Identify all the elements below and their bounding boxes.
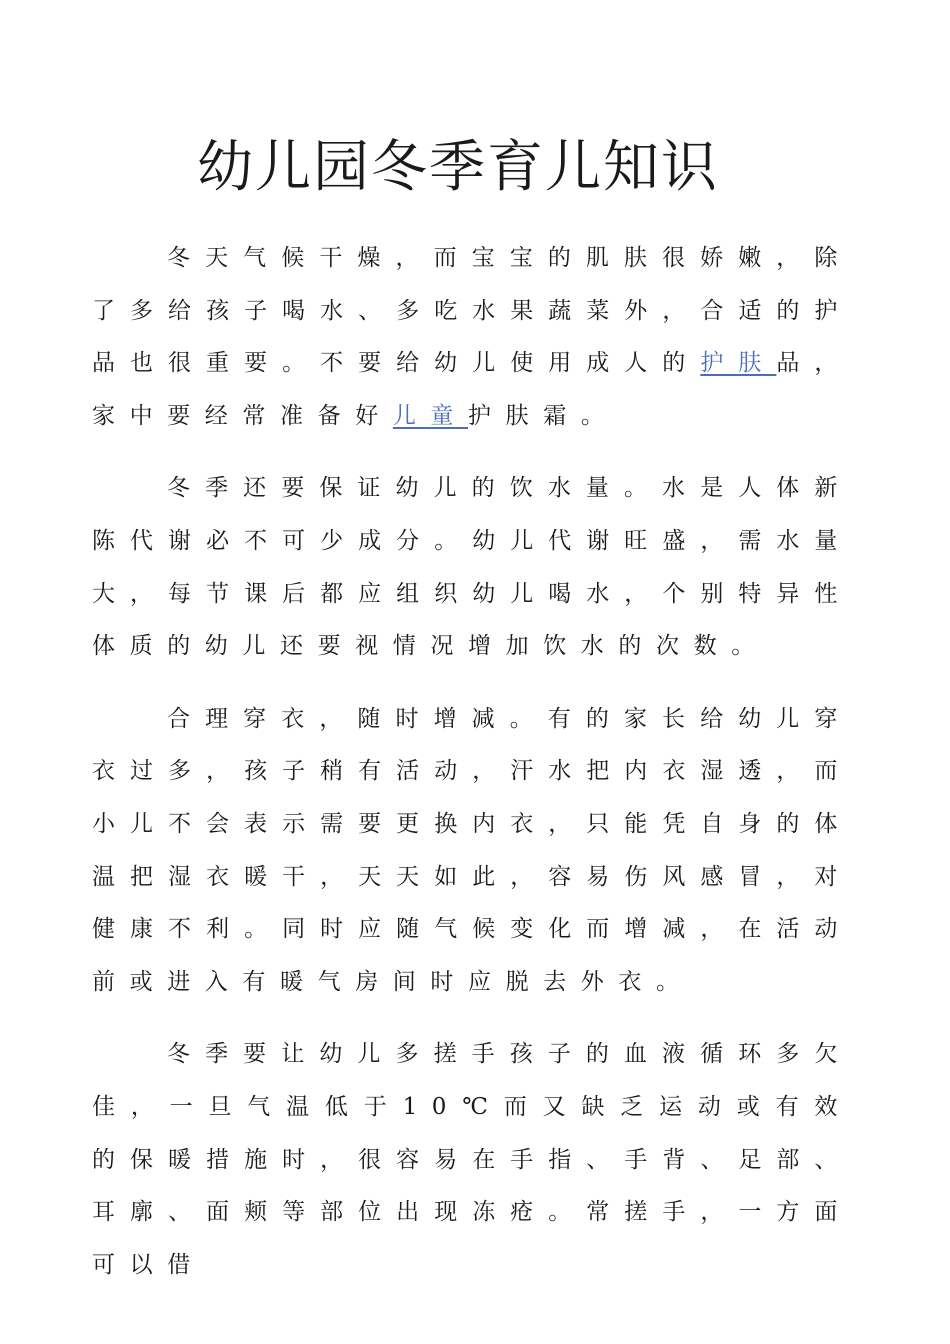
document-title: 幼儿园冬季育儿知识 bbox=[197, 135, 719, 200]
paragraph-text: 冬天气候干燥，而宝宝的肌肤很娇嫩，除了多给孩子喝水、多吃水果蔬菜外，合适的护品也很重要。不要给幼儿使用成人的 bbox=[92, 245, 852, 377]
paragraph-skin-care bbox=[92, 232, 852, 442]
document-body bbox=[92, 232, 852, 1311]
paragraph-text: 品，家中要经常准备好 bbox=[92, 350, 852, 429]
link-skin-care[interactable]: 护肤 bbox=[700, 350, 777, 377]
link-children[interactable]: 儿童 bbox=[392, 402, 469, 429]
paragraph-water-intake: 冬季还要保证幼儿的饮水量。水是人体新陈代谢必不可少成分。幼儿代谢旺盛，需水量大，每节课后都应组织幼儿喝水，个别特异性体质的幼儿还要视情况增加饮水的次数。 bbox=[92, 475, 852, 660]
paragraph-clothing: 合理穿衣，随时增减。有的家长给幼儿穿衣过多，孩子稍有活动，汗水把内衣湿透，而小儿不会表示需要更换内衣，只能凭自身的体温把湿衣暖干，天天如此，容易伤风感冒，对健康不利。同时应随气候变化而增减，在活动前或进入有暖气房间时应脱去外衣。 bbox=[92, 705, 852, 995]
paragraph-hand-rubbing: 冬季要让幼儿多搓手孩子的血液循环多欠佳，一旦气温低于10℃而又缺乏运动或有效的保暖措施时，很容易在手指、手背、足部、耳廓、面颊等部位出现冻疮。常搓手，一方面可以借 bbox=[92, 1041, 852, 1278]
paragraph-text: 护肤霜。 bbox=[468, 402, 619, 429]
